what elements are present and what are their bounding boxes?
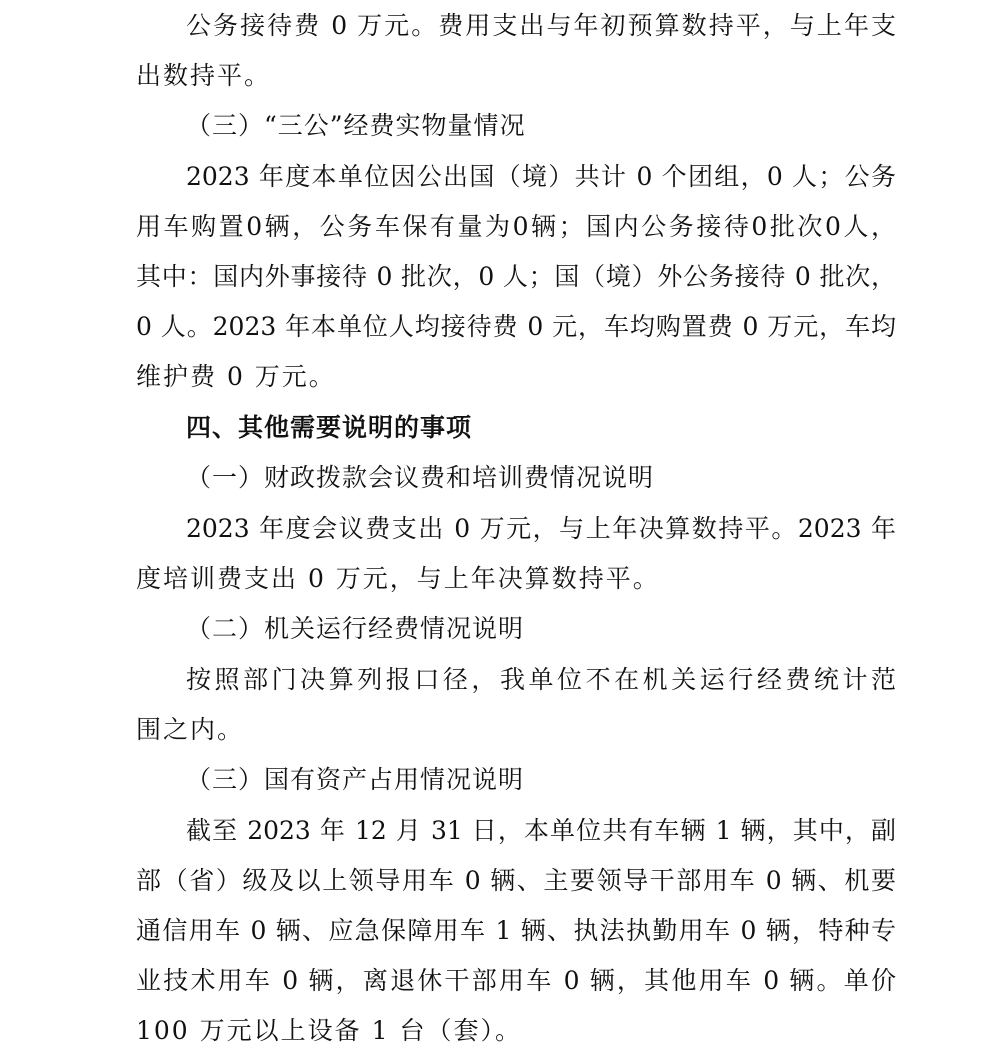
- paragraph-line: 业技术用车 0 辆，离退休干部用车 0 辆，其他用车 0 辆。单价: [136, 966, 896, 995]
- section-subheading: （一）财政拨款会议费和培训费情况说明: [186, 463, 655, 492]
- paragraph-line: 100 万元以上设备 1 台（套）。: [136, 1016, 522, 1045]
- paragraph-line: 维护费 0 万元。: [136, 362, 336, 391]
- paragraph-line: 2023 年度本单位因公出国（境）共计 0 个团组，0 人；公务: [186, 162, 896, 191]
- paragraph-line: 2023 年度会议费支出 0 万元，与上年决算数持平。2023 年: [186, 514, 896, 543]
- paragraph-line: 截至 2023 年 12 月 31 日，本单位共有车辆 1 辆，其中，副: [186, 816, 896, 845]
- paragraph-line: 其中：国内外事接待 0 批次，0 人；国（境）外公务接待 0 批次，: [136, 262, 896, 291]
- paragraph-line: 用车购置0辆，公务车保有量为0辆；国内公务接待0批次0人，: [136, 212, 896, 241]
- section-subheading: （三）国有资产占用情况说明: [186, 765, 525, 794]
- paragraph-line: 0 人。2023 年本单位人均接待费 0 元，车均购置费 0 万元，车均: [136, 312, 896, 341]
- paragraph-line: 按照部门决算列报口径，我单位不在机关运行经费统计范: [186, 665, 896, 694]
- section-heading: 四、其他需要说明的事项: [186, 413, 473, 442]
- section-subheading: （三）“三公”经费实物量情况: [186, 111, 526, 140]
- paragraph-line: 度培训费支出 0 万元，与上年决算数持平。: [136, 564, 660, 593]
- paragraph-line: 通信用车 0 辆、应急保障用车 1 辆、执法执勤用车 0 辆，特种专: [136, 916, 896, 945]
- paragraph-line: 部（省）级及以上领导用车 0 辆、主要领导干部用车 0 辆、机要: [136, 866, 896, 895]
- paragraph-line: 围之内。: [136, 715, 245, 744]
- section-subheading: （二）机关运行经费情况说明: [186, 614, 525, 643]
- paragraph-line: 出数持平。: [136, 61, 272, 90]
- paragraph-line: 公务接待费 0 万元。费用支出与年初预算数持平，与上年支: [186, 11, 896, 40]
